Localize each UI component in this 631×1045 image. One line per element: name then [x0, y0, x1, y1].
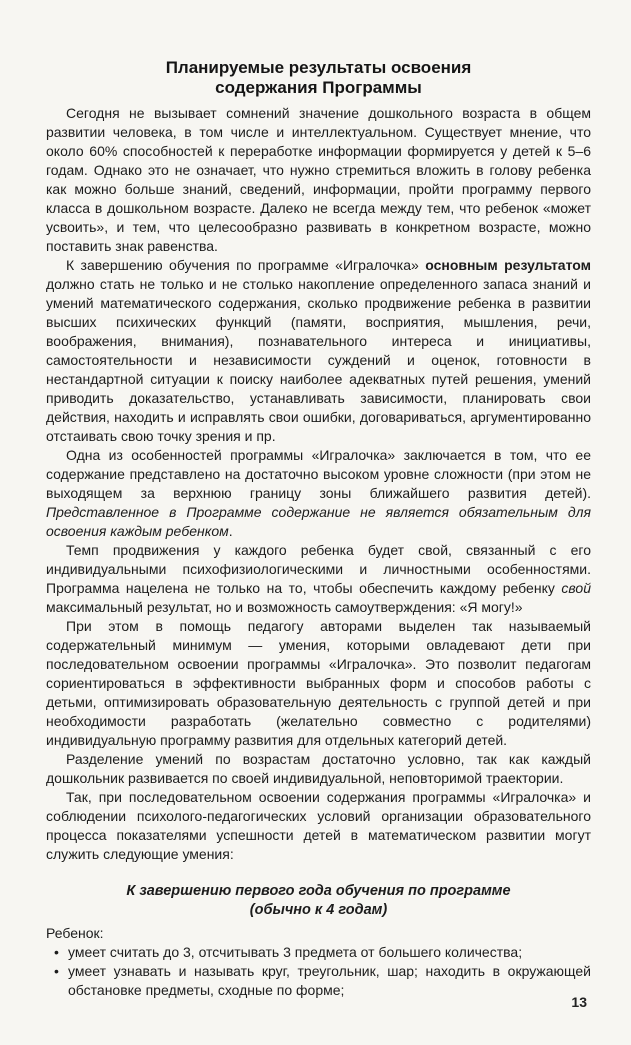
page-title [46, 58, 591, 98]
skills-list [46, 943, 591, 1000]
paragraph-3-text-end: . [228, 523, 233, 539]
subheading-line-2: (обычно к 4 годам) [249, 902, 388, 918]
bullet-icon: • [54, 963, 59, 979]
page-number: 13 [571, 994, 587, 1010]
paragraph-3-text: Одна из особенностей программы «Игралочка» заключается в том, что ее содержание представлено на достаточно высоком уровне сложности (при этом не выходящем за верхнюю границу зоны ближайшего развития детей). [46, 447, 591, 501]
list-lead: Ребенок: [46, 925, 104, 941]
paragraph-1: Сегодня не вызывает сомнений значение дошкольного возраста в общем развитии человека, в том числе и интеллектуальном. Существует мнение, что около 60% способностей к переработке информации формируется у детей к 5–6 годам. Однако это не означает, что нужно стремиться вложить в голову ребенка как можно больше знаний, сведений, информации, пройти программу первого класса в дошкольном возрасте. Далеко не всегда между тем, что ребенок «может усвоить», и тем, что целесообразно развивать в конкретном возрасте, можно поставить знак равенства. [46, 105, 591, 254]
paragraph-7: Так, при последовательном освоении содержания программы «Игралочка» и соблюдении психолого-педагогических условий организации образовательного процесса показателями успешности детей в математическом развитии могут служить следующие умения: [46, 789, 591, 862]
paragraph-2-text: К завершению обучения по программе «Игралочка» [66, 257, 426, 273]
paragraph-2-text-end: должно стать не только и не столько накопление определенного запаса знаний и умений математического содержания, сколько продвижение ребенка в развитии высших психических функций (памяти, восприятия, мышления, речи, воображения, внимания), познавательного интереса и инициативы, самостоятельности и независимости суждений и оценок, готовности в нестандартной ситуации к поиску наиболее адекватных путей решения, умений приводить доказательство, устанавливать зависимости, планировать свои действия, находить и исправлять свои ошибки, договариваться, аргументированно отстаивать свою точку зрения и пр. [46, 276, 591, 444]
paragraph-4 [46, 541, 591, 617]
paragraph-4-text: Темп продвижения у каждого ребенка будет свой, связанный с его индивидуальными психофизиологическими и личностными особенностями. Программа нацелена не только на то, чтобы обеспечить каждому ребенку [46, 542, 591, 596]
section-subheading [46, 882, 591, 920]
paragraph-4-text-end: максимальный результат, но и возможность самоутверждения: «Я могу!» [46, 599, 523, 615]
paragraph-2-emphasis: основным результатом [425, 257, 591, 273]
paragraph-5: При этом в помощь педагогу авторами выделен так называемый содержательный минимум — умения, которыми овладевают дети при последовательном освоении программы «Игралочка». Это позволит педагогам сориентироваться в эффективности выбранных форм и способов работы с детьми, оптимизировать образовательную деятельность с группой детей и при необходимости разработать (желательно совместно с родителями) индивидуальную программу развития для отдельных категорий детей. [46, 618, 591, 748]
bullet-icon: • [54, 944, 59, 960]
paragraph-3-italic: Представленное в Программе содержание не является обязательным для освоения каждым ребенком [46, 504, 591, 539]
list-item-text: умеет узнавать и называть круг, треугольник, шар; находить в окружающей обстановке предметы, сходные по форме; [68, 963, 591, 998]
list-item [46, 962, 591, 1000]
paragraph-2 [46, 256, 591, 446]
paragraph-3 [46, 446, 591, 541]
subheading-line-1: К завершению первого года обучения по программе [126, 883, 511, 899]
page-content [46, 58, 591, 1000]
list-item-text: умеет считать до 3, отсчитывать 3 предмета от большего количества; [68, 944, 523, 960]
paragraph-4-italic: свой [561, 580, 591, 596]
list-item [46, 943, 591, 962]
paragraph-6: Разделение умений по возрастам достаточно условно, так как каждый дошкольник развивается по своей индивидуальной, неповторимой траектории. [46, 751, 591, 786]
page-title-line-1: Планируемые результаты освоения [165, 58, 472, 77]
page-title-line-2: содержания Программы [215, 78, 422, 97]
